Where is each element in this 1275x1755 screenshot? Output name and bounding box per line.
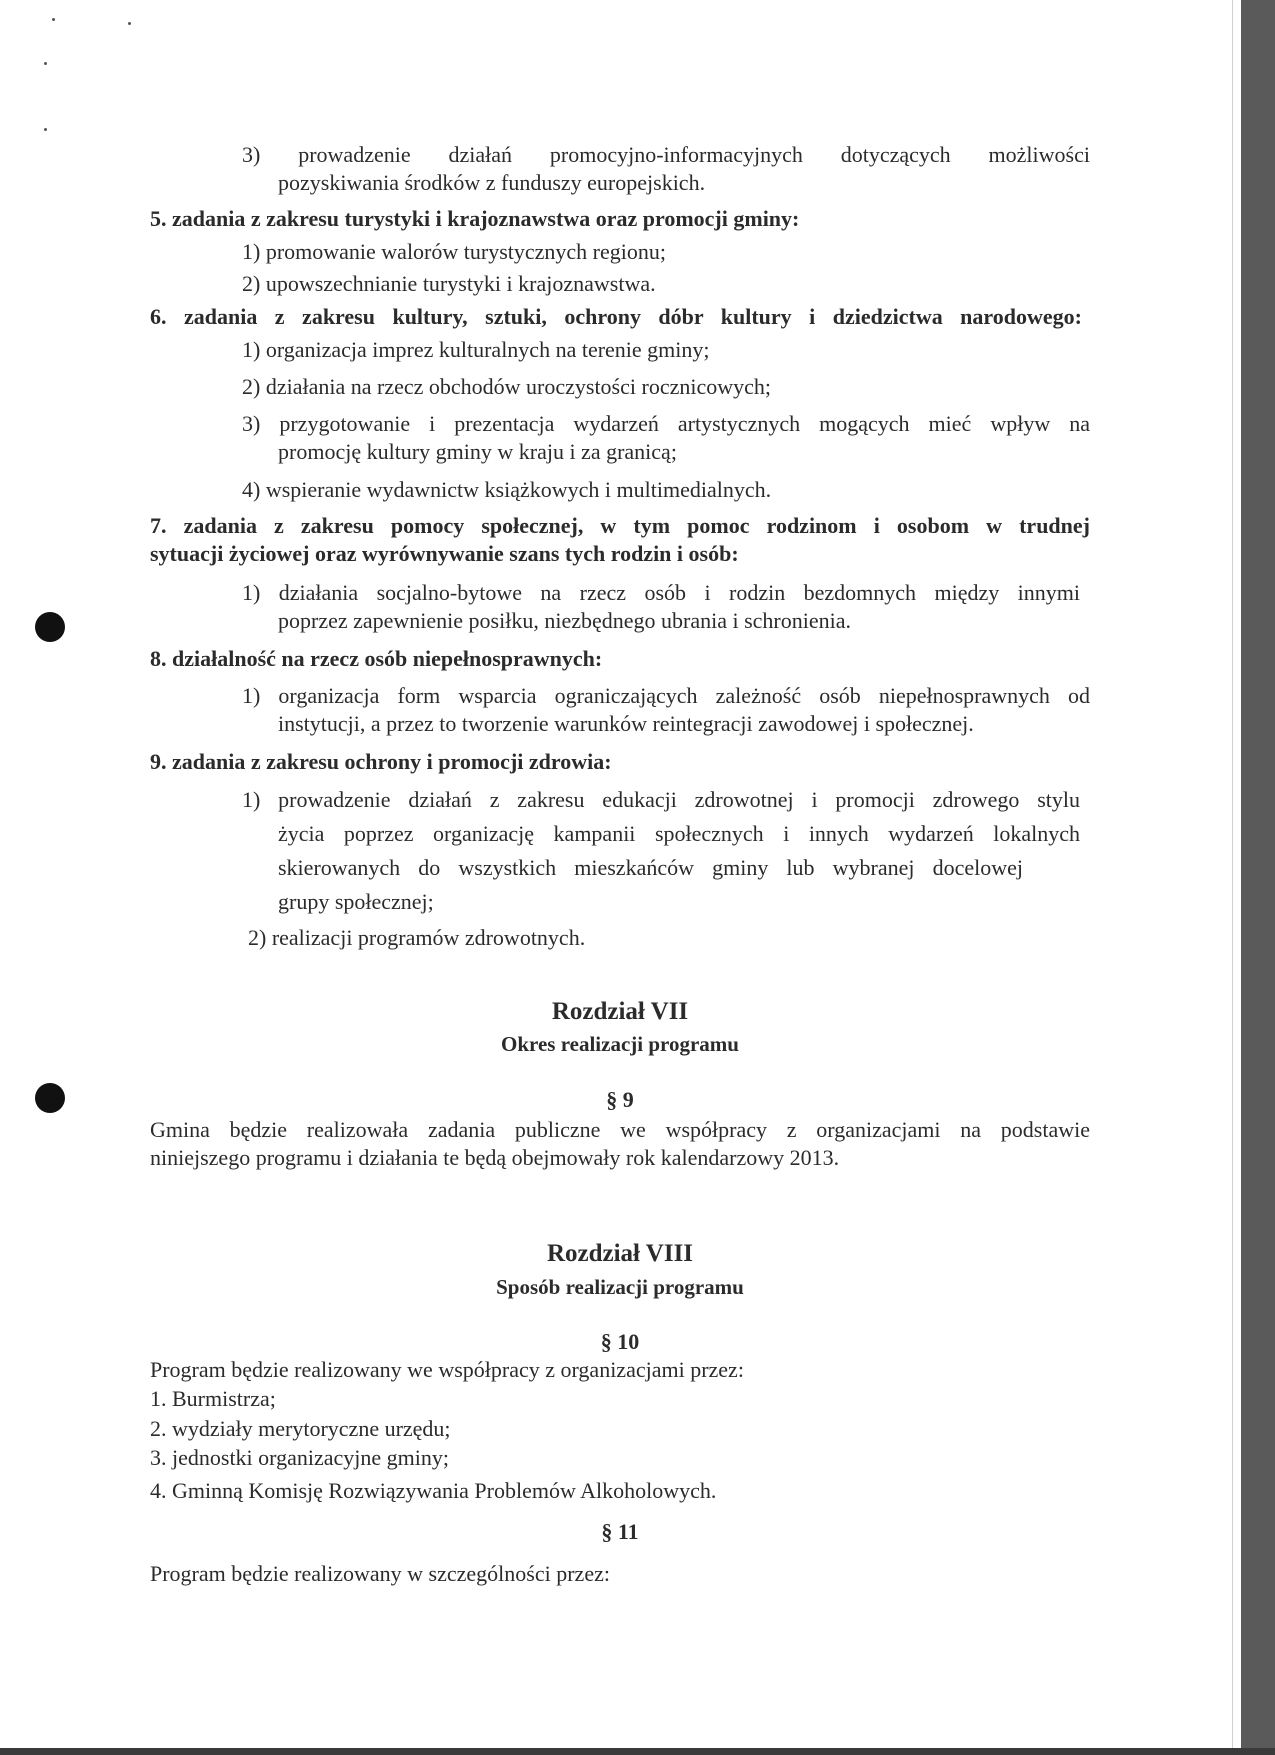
list-item: 3. jednostki organizacyjne gminy; — [150, 1445, 449, 1470]
chapter-subtitle: Sposób realizacji programu — [496, 1275, 744, 1299]
section-heading: 7. zadania z zakresu pomocy społecznej, w tym pomoc rodzinom i osobom w trudnej — [150, 513, 1090, 538]
section-heading: 9. zadania z zakresu ochrony i promocji zdrowia: — [150, 749, 612, 774]
chapter-subtitle: Okres realizacji programu — [501, 1032, 739, 1056]
section-heading: 6. zadania z zakresu kultury, sztuki, ochrony dóbr kultury i dziedzictwa narodowego: — [150, 304, 1082, 329]
list-item: 2. wydziały merytoryczne urzędu; — [150, 1416, 451, 1441]
paragraph-text: Gmina będzie realizowała zadania publiczne we współpracy z organizacjami na podstawie — [150, 1117, 1090, 1142]
paragraph-sign: § 10 — [600, 1329, 640, 1354]
scan-edge-bottom — [0, 1748, 1275, 1755]
list-item-continuation: poprzez zapewnienie posiłku, niezbędnego ubrania i schronienia. — [278, 608, 851, 633]
list-item-continuation: instytucji, a przez to tworzenie warunków reintegracji zawodowej i społecznej. — [278, 711, 974, 736]
list-item: 4) wspieranie wydawnictw książkowych i multimedialnych. — [242, 477, 772, 502]
section-heading-continuation: sytuacji życiowej oraz wyrównywanie szans tych rodzin i osób: — [150, 541, 739, 566]
paragraph-text: Program będzie realizowany w szczególności przez: — [150, 1561, 610, 1586]
list-item: 2) realizacji programów zdrowotnych. — [248, 925, 586, 950]
chapter-title: Rozdział VII — [551, 998, 689, 1025]
list-item: 3) przygotowanie i prezentacja wydarzeń artystycznych mogących mieć wpływ na — [242, 411, 1090, 436]
section-heading: 8. działalność na rzecz osób niepełnosprawnych: — [150, 646, 603, 671]
section-heading: 5. zadania z zakresu turystyki i krajoznawstwa oraz promocji gminy: — [150, 206, 800, 231]
list-item-continuation: życia poprzez organizację kampanii społecznych i innych wydarzeń lokalnych — [278, 821, 1080, 846]
list-item: 1) promowanie walorów turystycznych regionu; — [242, 239, 666, 264]
paragraph-text: niniejszego programu i działania te będą obejmowały rok kalendarzowy 2013. — [150, 1145, 840, 1170]
list-item: 4. Gminną Komisję Rozwiązywania Problemów Alkoholowych. — [150, 1478, 717, 1503]
list-item: 1) działania socjalno-bytowe na rzecz osób i rodzin bezdomnych między innymi — [242, 580, 1080, 605]
paragraph-sign: § 11 — [601, 1519, 639, 1544]
list-item: 2) działania na rzecz obchodów uroczystości rocznicowych; — [242, 374, 771, 399]
list-item: 1) organizacja form wsparcia ograniczających zależność osób niepełnosprawnych od — [242, 683, 1090, 708]
list-item: 2) upowszechnianie turystyki i krajoznawstwa. — [242, 271, 656, 296]
list-item-continuation: pozyskiwania środków z funduszy europejskich. — [278, 170, 706, 195]
paragraph-sign: § 9 — [606, 1087, 634, 1112]
list-item: 3) prowadzenie działań promocyjno-informacyjnych dotyczących możliwości — [242, 142, 1090, 167]
list-item: 1. Burmistrza; — [150, 1386, 276, 1411]
chapter-title: Rozdział VIII — [546, 1240, 694, 1267]
list-item-continuation: grupy społecznej; — [278, 889, 434, 914]
list-item: 1) organizacja imprez kulturalnych na terenie gminy; — [242, 337, 710, 362]
paragraph-text: Program będzie realizowany we współpracy z organizacjami przez: — [150, 1357, 744, 1382]
list-item-continuation: skierowanych do wszystkich mieszkańców gminy lub wybranej docelowej — [278, 855, 1023, 880]
list-item-continuation: promocję kultury gminy w kraju i za granicą; — [278, 439, 677, 464]
list-item: 1) prowadzenie działań z zakresu edukacji zdrowotnej i promocji zdrowego stylu — [242, 787, 1080, 812]
scan-edge-right — [1232, 0, 1275, 1755]
